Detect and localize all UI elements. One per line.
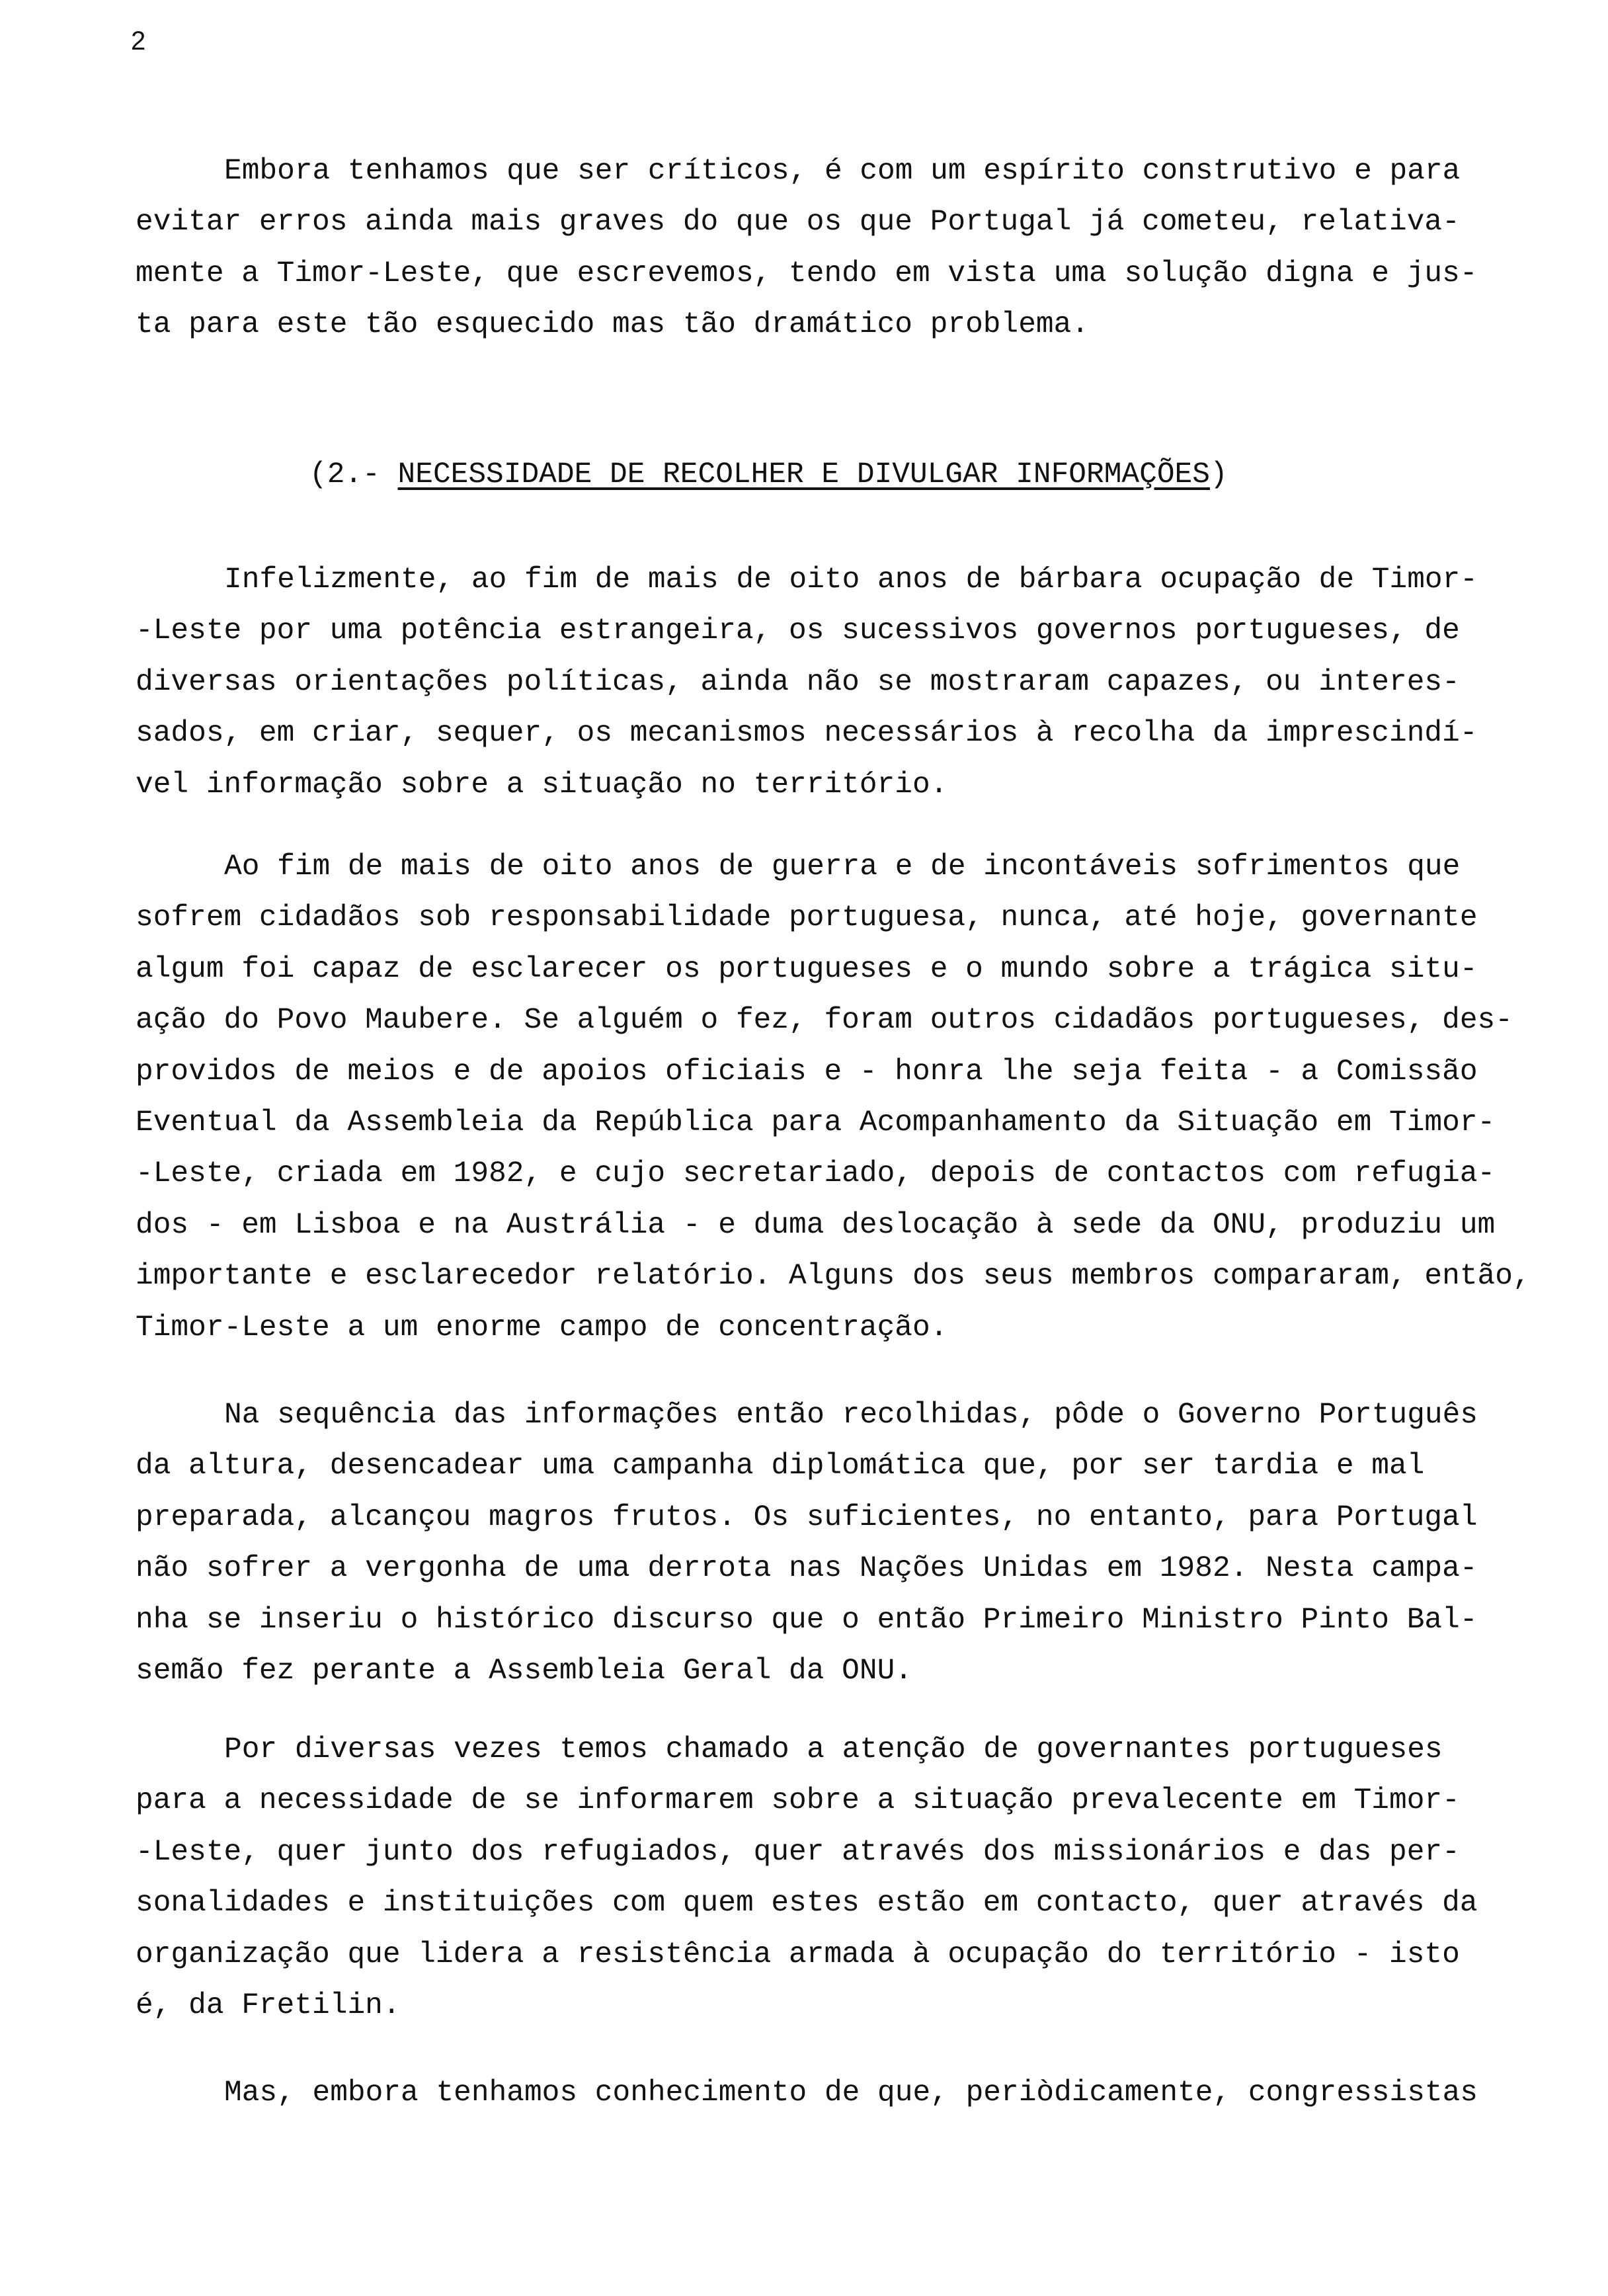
- heading-title: NECESSIDADE DE RECOLHER E DIVULGAR INFORMAÇÕES: [397, 458, 1210, 491]
- text-line: Na sequência das informações então recolhidas, pôde o Governo Português: [224, 1399, 1478, 1432]
- text-line: organização que lidera a resistência armada à ocupação do território - isto: [136, 1938, 1460, 1971]
- text-line: providos de meios e de apoios oficiais e - honra lhe seja feita - a Comissão: [136, 1055, 1478, 1088]
- paragraph-2: [136, 555, 1478, 811]
- text-line: diversas orientações políticas, ainda não se mostraram capazes, ou interes-: [136, 665, 1460, 699]
- text-line: -Leste por uma potência estrangeira, os sucessivos governos portugueses, de: [136, 614, 1460, 648]
- text-line: dos - em Lisboa e na Austrália - e duma deslocação à sede da ONU, produziu um: [136, 1208, 1496, 1242]
- text-line: evitar erros ainda mais graves do que os que Portugal já cometeu, relativa-: [136, 206, 1460, 239]
- text-line: sonalidades e instituições com quem estes estão em contacto, quer através da: [136, 1887, 1478, 1920]
- text-line: sofrem cidadãos sob responsabilidade portuguesa, nunca, até hoje, governante: [136, 901, 1478, 935]
- text-line: não sofrer a vergonha de uma derrota nas Nações Unidas em 1982. Nesta campa-: [136, 1552, 1478, 1586]
- page-number: 2: [131, 26, 146, 56]
- text-line: Embora tenhamos que ser críticos, é com um espírito construtivo e para: [224, 155, 1461, 188]
- text-line: Por diversas vezes temos chamado a atenção de governantes portugueses: [224, 1733, 1443, 1766]
- text-line: mente a Timor-Leste, que escrevemos, tendo em vista uma solução digna e jus-: [136, 257, 1478, 290]
- text-line: nha se inseriu o histórico discurso que o então Primeiro Ministro Pinto Bal-: [136, 1603, 1478, 1637]
- text-line: -Leste, criada em 1982, e cujo secretariado, depois de contactos com refugia-: [136, 1157, 1496, 1191]
- text-line: semão fez perante a Assembleia Geral da ONU.: [136, 1654, 912, 1688]
- text-line: da altura, desencadear uma campanha diplomática que, por ser tardia e mal: [136, 1450, 1425, 1483]
- text-line: vel informação sobre a situação no território.: [136, 768, 948, 801]
- heading-suffix: ): [1209, 458, 1228, 491]
- text-line: Infelizmente, ao fim de mais de oito anos de bárbara ocupação de Timor-: [224, 563, 1478, 596]
- text-line: Mas, embora tenhamos conhecimento de que, periòdicamente, congressistas: [224, 2076, 1478, 2110]
- paragraph-4: [136, 1390, 1478, 1697]
- text-line: importante e esclarecedor relatório. Alguns dos seus membros compararam, então,: [136, 1260, 1531, 1293]
- text-line: é, da Fretilin.: [136, 1988, 401, 2022]
- text-line: Eventual da Assembleia da República para Acompanhamento da Situação em Timor-: [136, 1106, 1496, 1139]
- text-line: Timor-Leste a um enorme campo de concentração.: [136, 1311, 948, 1344]
- heading-prefix: (2.-: [309, 458, 398, 491]
- text-line: sados, em criar, sequer, os mecanismos necessários à recolha da imprescindí-: [136, 717, 1478, 751]
- text-line: ta para este tão esquecido mas tão dramático problema.: [136, 308, 1090, 342]
- paragraph-5: [136, 1725, 1478, 2031]
- paragraph-1: [136, 146, 1478, 351]
- section-heading: [309, 450, 1228, 501]
- paragraph-6: [136, 2068, 1478, 2119]
- paragraph-3: [136, 842, 1531, 1354]
- text-line: -Leste, quer junto dos refugiados, quer através dos missionários e das per-: [136, 1835, 1460, 1869]
- text-line: algum foi capaz de esclarecer os portugueses e o mundo sobre a trágica situ-: [136, 952, 1478, 986]
- text-line: ação do Povo Maubere. Se alguém o fez, foram outros cidadãos portugueses, des-: [136, 1004, 1513, 1038]
- text-line: Ao fim de mais de oito anos de guerra e de incontáveis sofrimentos que: [224, 850, 1461, 883]
- text-line: para a necessidade de se informarem sobre a situação prevalecente em Timor-: [136, 1784, 1460, 1818]
- text-line: preparada, alcançou magros frutos. Os suficientes, no entanto, para Portugal: [136, 1500, 1478, 1534]
